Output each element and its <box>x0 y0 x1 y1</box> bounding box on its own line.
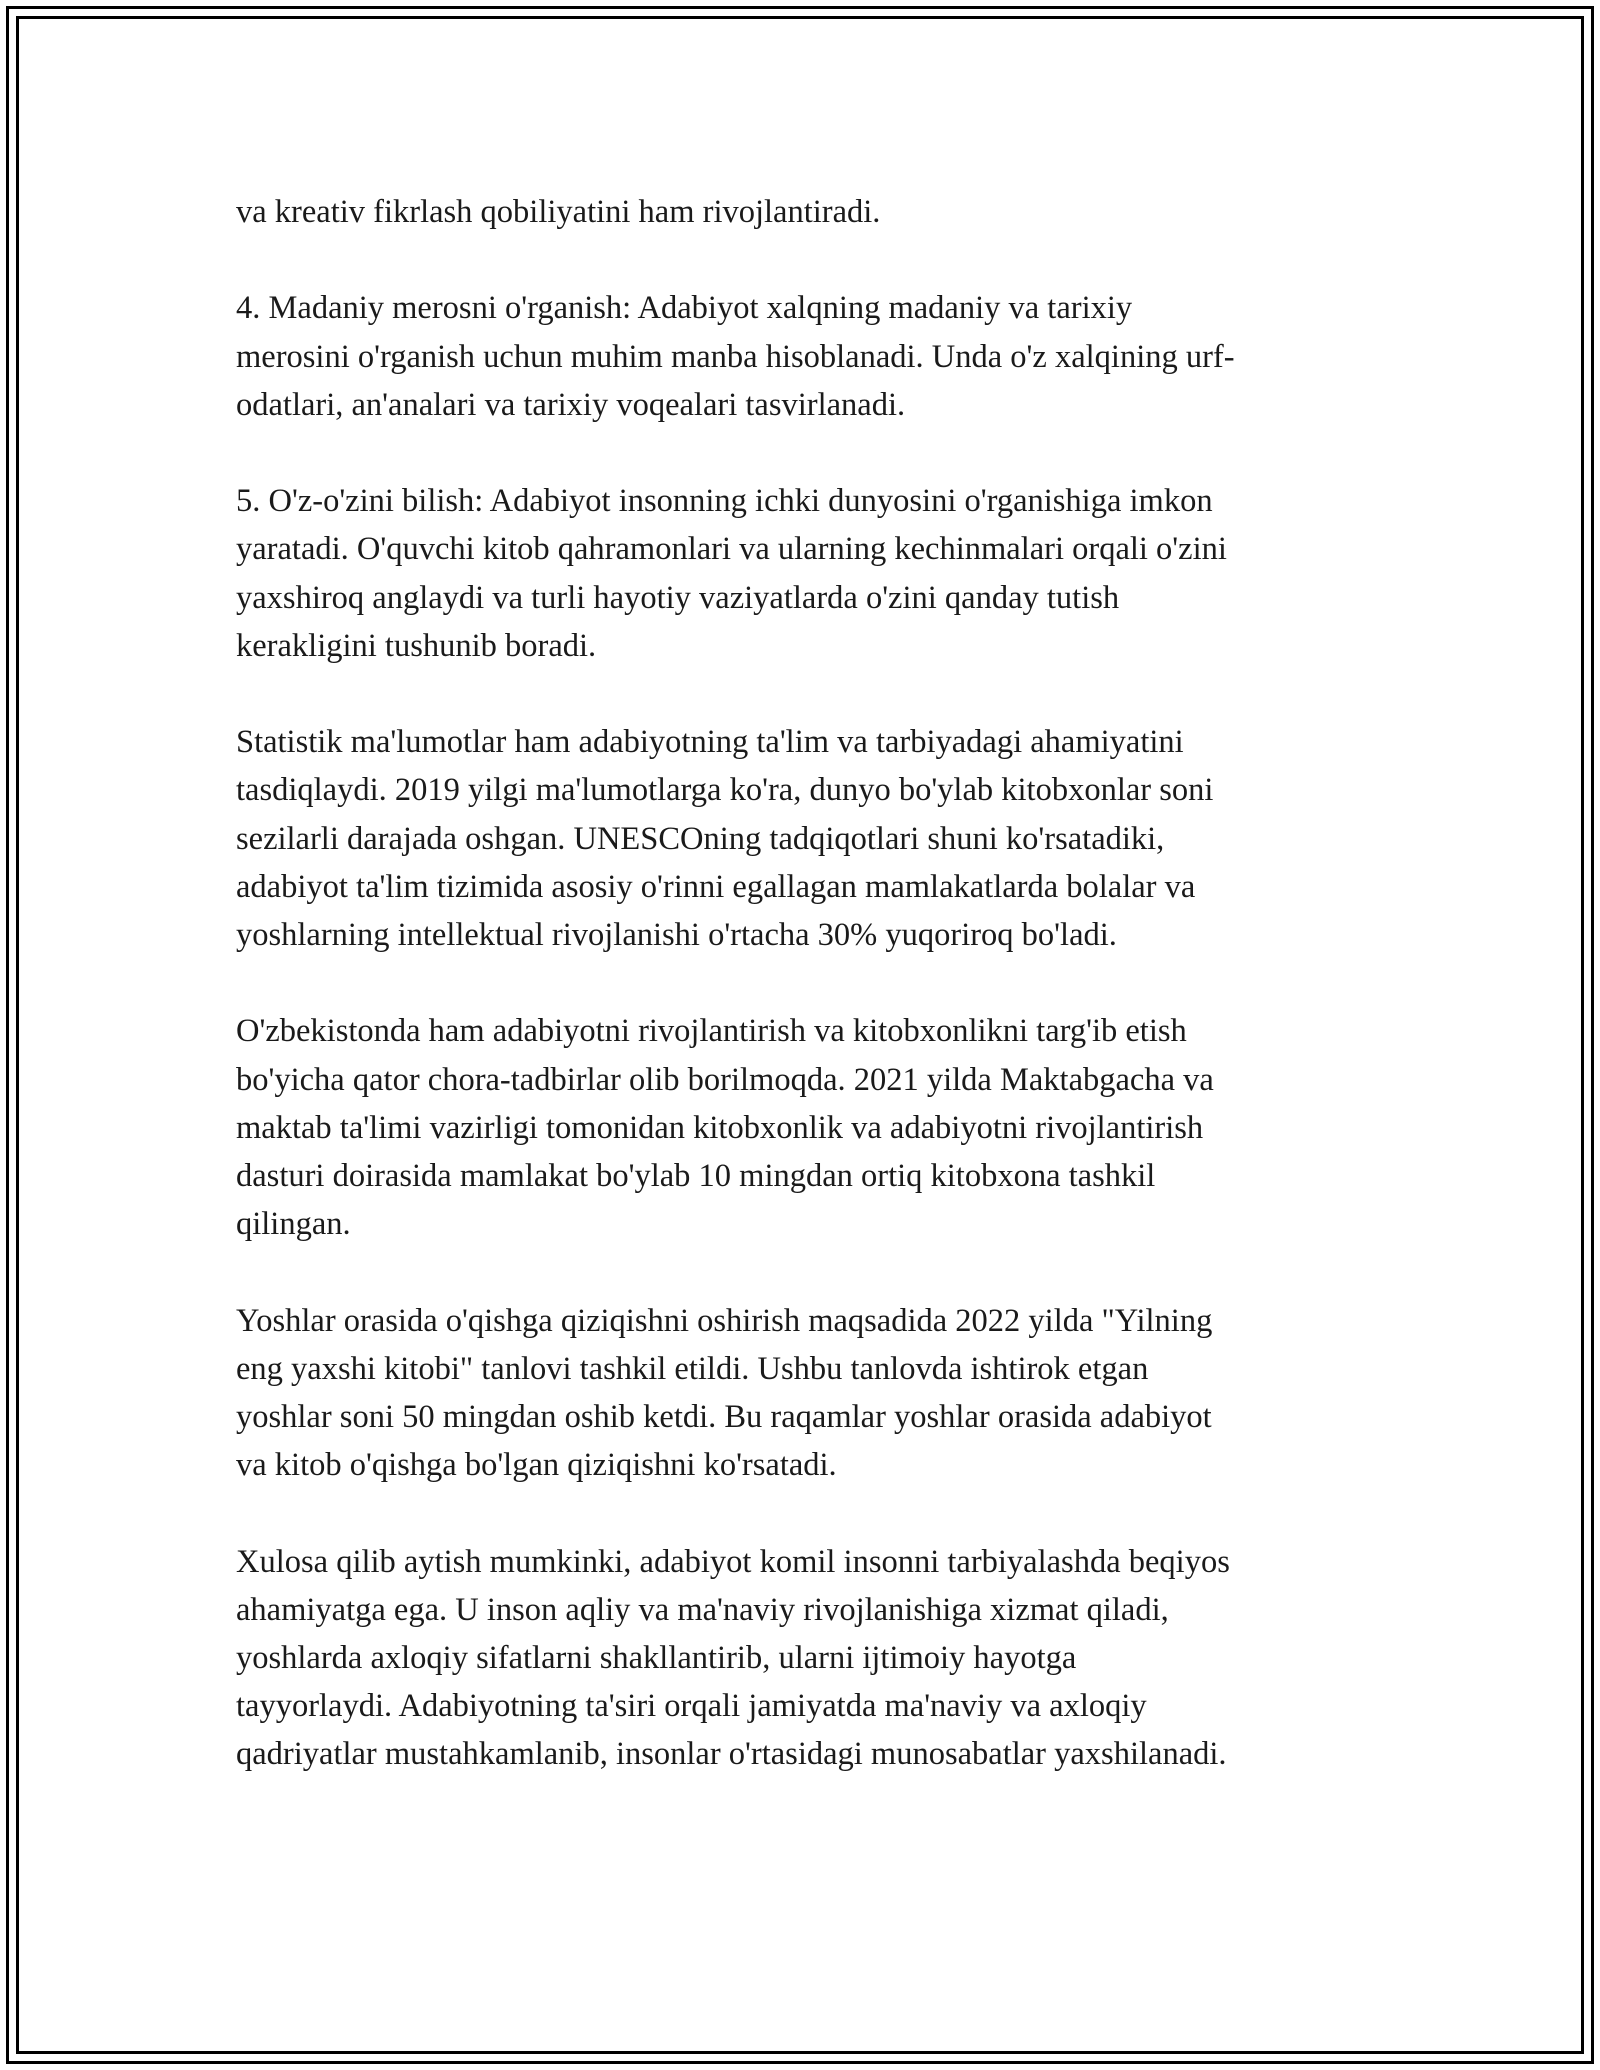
text-line: O'zbekistonda ham adabiyotni rivojlantirish va kitobxonlikni targ'ib etish <box>236 1013 1187 1050</box>
text-line: va kitob o'qishga bo'lgan qiziqishni ko'rsatadi. <box>236 1447 837 1484</box>
text-line: 5. O'z-o'zini bilish: Adabiyot insonning ichki dunyosini o'rganishiga imkon <box>236 483 1213 520</box>
text-line: va kreativ fikrlash qobiliyatini ham rivojlantiradi. <box>236 194 881 230</box>
text-line: sezilarli darajada oshgan. UNESCOning tadqiqotlari shuni ko'rsatadiki, <box>236 820 1165 857</box>
text-line: yoshlar soni 50 mingdan oshib ketdi. Bu raqamlar yoshlar orasida adabiyot <box>236 1399 1212 1435</box>
text-line: yaxshiroq anglaydi va turli hayotiy vaziyatlarda o'zini qanday tutish <box>236 579 1120 616</box>
text-line: maktab ta'limi vazirligi tomonidan kitobxonlik va adabiyotni rivojlantirish <box>236 1109 1204 1146</box>
text-line: yaratadi. O'quvchi kitob qahramonlari va ularning kechinmalari orqali o'zini <box>236 531 1227 568</box>
text-line: Xulosa qilib aytish mumkinki, adabiyot komil insonni tarbiyalashda beqiyos <box>236 1543 1230 1580</box>
paragraph-conclusion <box>236 1538 1376 1779</box>
paragraph-cultural-heritage <box>236 284 1376 429</box>
text-line: bo'yicha qator chora-tadbirlar olib borilmoqda. 2021 yilda Maktabgacha va <box>236 1061 1214 1098</box>
paragraph-self-knowledge <box>236 477 1376 670</box>
text-line: merosini o'rganish uchun muhim manba hisoblanadi. Unda o'z xalqining urf- <box>236 338 1235 375</box>
text-line: Statistik ma'lumotlar ham adabiyotning ta'lim va tarbiyadagi ahamiyatini <box>236 724 1184 761</box>
paragraph-continuation <box>236 188 1376 236</box>
paragraph-youth-contest <box>236 1297 1376 1490</box>
text-line: yoshlarning intellektual rivojlanishi o'rtacha 30% yuqoriroq bo'ladi. <box>236 917 1117 953</box>
text-line: qilingan. <box>236 1206 351 1243</box>
text-line: eng yaxshi kitobi" tanlovi tashkil etildi. Ushbu tanlovda ishtirok etgan <box>236 1350 1149 1387</box>
text-line: ahamiyatga ega. U inson aqliy va ma'naviy rivojlanishiga xizmat qiladi, <box>236 1591 1169 1628</box>
text-line: tayyorlaydi. Adabiyotning ta'siri orqali jamiyatda ma'naviy va axloqiy <box>236 1688 1147 1725</box>
text-line: adabiyot ta'lim tizimida asosiy o'rinni egallagan mamlakatlarda bolalar va <box>236 868 1196 905</box>
text-line: Yoshlar orasida o'qishga qiziqishni oshirish maqsadida 2022 yilda "Yilning <box>236 1302 1213 1339</box>
text-line: dasturi doirasida mamlakat bo'ylab 10 mingdan ortiq kitobxona tashkil <box>236 1158 1156 1194</box>
document-body <box>236 188 1376 1827</box>
text-line: yoshlarda axloqiy sifatlarni shakllantirib, ularni ijtimoiy hayotga <box>236 1640 1077 1676</box>
text-line: kerakligini tushunib boradi. <box>236 627 597 664</box>
text-line: 4. Madaniy merosni o'rganish: Adabiyot xalqning madaniy va tarixiy <box>236 290 1133 327</box>
text-line: tasdiqlaydi. 2019 yilgi ma'lumotlarga ko'ra, dunyo bo'ylab kitobxonlar soni <box>236 772 1214 809</box>
paragraph-uzbekistan <box>236 1007 1376 1248</box>
text-line: odatlari, an'analari va tarixiy voqealari tasvirlanadi. <box>236 386 906 423</box>
text-line: qadriyatlar mustahkamlanib, insonlar o'rtasidagi munosabatlar yaxshilanadi. <box>236 1736 1227 1773</box>
paragraph-statistics <box>236 718 1376 959</box>
